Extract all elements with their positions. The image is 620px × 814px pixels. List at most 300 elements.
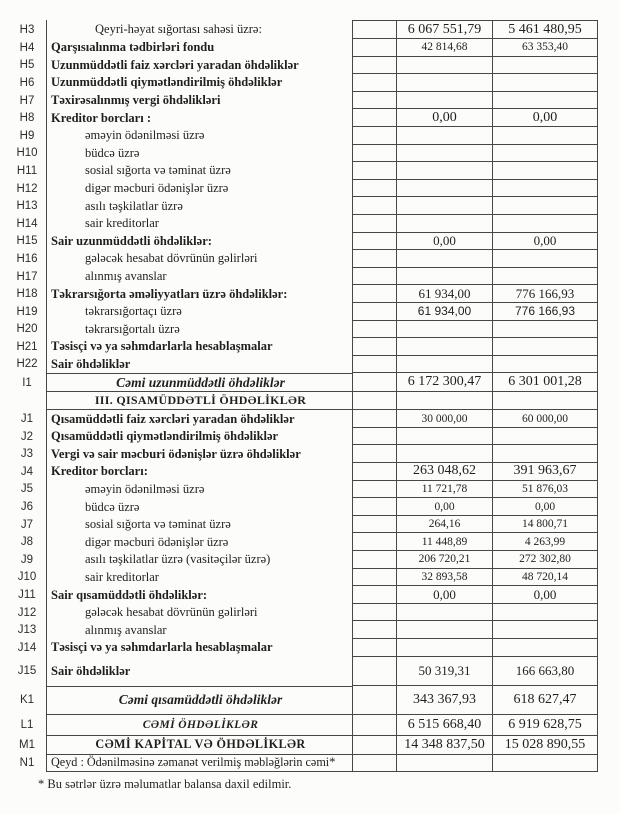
row-code-text: H22 [16, 358, 38, 371]
row-label [46, 303, 352, 321]
row-label [46, 57, 352, 75]
row-code [8, 303, 46, 321]
row-code-text: H4 [19, 41, 35, 54]
row-label [46, 20, 352, 39]
value-cell-current-period [396, 180, 492, 198]
row-code-text: H14 [16, 217, 38, 230]
row-code-text: J11 [18, 589, 36, 602]
value-cell-previous-period [492, 215, 598, 233]
row-code [8, 639, 46, 657]
row-label-text: Qeyd : Ödənilməsinə zəmanət verilmiş məbləğlərin cəmi* [51, 755, 336, 770]
row-label [46, 74, 352, 92]
row-code [8, 463, 46, 481]
row-label [46, 92, 352, 110]
value-cell-previous-period [492, 250, 598, 268]
table-row [8, 551, 598, 569]
row-code-text: H7 [19, 94, 35, 107]
value-current-text: 6 515 668,40 [407, 716, 482, 732]
value-current-text: 206 720,21 [418, 553, 471, 566]
row-code [8, 533, 46, 551]
value-cell-current-period [396, 285, 492, 303]
value-cell-current-period [396, 639, 492, 657]
row-code [8, 569, 46, 587]
row-label [46, 481, 352, 499]
row-code [8, 39, 46, 57]
value-current-text: 264,16 [428, 518, 461, 531]
row-code-text: H9 [19, 129, 35, 142]
value-cell-previous-period [492, 463, 598, 481]
table-row [8, 736, 598, 755]
row-code-text: H13 [16, 200, 38, 213]
value-previous-text: 48 720,14 [522, 570, 568, 583]
value-current-text: 11 721,78 [421, 482, 468, 495]
row-code-text: H5 [19, 59, 35, 72]
value-cell-current-period [396, 498, 492, 516]
table-row [8, 285, 598, 303]
row-label-text: asılı təşkilatlar üzrə [85, 198, 183, 213]
row-label-text: büdcə üzrə [85, 145, 140, 160]
row-code-text: L1 [20, 719, 34, 732]
row-label [46, 356, 352, 374]
blank-cell [352, 621, 396, 639]
blank-cell [352, 321, 396, 339]
row-code [8, 180, 46, 198]
row-label [46, 551, 352, 569]
row-label [46, 180, 352, 198]
table-row [8, 516, 598, 534]
row-label-text: III. QISAMÜDDƏTLİ ÖHDƏLİKLƏR [94, 393, 307, 408]
row-label [46, 127, 352, 145]
value-cell-previous-period [492, 604, 598, 622]
row-code [8, 657, 46, 686]
row-label [46, 621, 352, 639]
value-previous-text: 0,00 [533, 586, 557, 602]
value-previous-text: 391 963,67 [513, 463, 577, 479]
value-current-text: 6 172 300,47 [407, 374, 482, 390]
value-current-text: 263 048,62 [413, 463, 476, 479]
blank-cell [352, 250, 396, 268]
value-cell-previous-period [492, 686, 598, 715]
value-cell-previous-period [492, 639, 598, 657]
row-code-text: J14 [17, 641, 37, 654]
value-cell-current-period [396, 373, 492, 392]
row-label-text: Sair qısamüddətli öhdəliklər: [51, 587, 208, 602]
table-row [8, 445, 598, 463]
blank-cell [352, 145, 396, 163]
row-code-text: M1 [19, 739, 35, 752]
row-code-text: H3 [19, 23, 35, 36]
blank-cell [352, 109, 396, 127]
row-code [8, 481, 46, 499]
row-code-text: J12 [17, 606, 37, 619]
blank-cell [352, 569, 396, 587]
row-label-text: gələcək hesabat dövrünün gəlirləri [85, 605, 258, 620]
table-row [8, 356, 598, 374]
row-label-text: Kreditor borcları : [51, 110, 151, 125]
blank-cell [352, 428, 396, 446]
row-code-text: I1 [22, 376, 32, 389]
table-row [8, 92, 598, 110]
value-cell-previous-period [492, 516, 598, 534]
row-label-text: digər məcburi ödənişlər üzrə [85, 534, 229, 549]
row-label-text: Cəmi uzunmüddətli öhdəliklər [116, 374, 285, 390]
row-code-text: J7 [20, 518, 34, 531]
row-label [46, 715, 352, 736]
row-code-text: K1 [19, 694, 35, 707]
row-label [46, 639, 352, 657]
value-cell-current-period [396, 303, 492, 321]
footnote: * Bu sətrlər üzrə məlumatlar balansa daxil edilmir. [38, 776, 292, 791]
table-row [8, 215, 598, 233]
row-label [46, 109, 352, 127]
row-code [8, 162, 46, 180]
value-cell-previous-period [492, 197, 598, 215]
row-label [46, 145, 352, 163]
row-label-text: Sair öhdəliklər [51, 663, 131, 678]
row-label-text: alınmış avanslar [85, 622, 167, 637]
value-cell-previous-period [492, 736, 598, 755]
value-cell-current-period [396, 715, 492, 736]
blank-cell [352, 533, 396, 551]
row-label [46, 162, 352, 180]
row-code-text: J4 [20, 465, 34, 478]
value-cell-current-period [396, 392, 492, 410]
value-cell-previous-period [492, 268, 598, 286]
table-row [8, 57, 598, 75]
table-row [8, 639, 598, 657]
row-label-text: digər məcburi ödənişlər üzrə [85, 181, 229, 196]
value-cell-current-period [396, 215, 492, 233]
blank-cell [352, 215, 396, 233]
value-cell-previous-period [492, 127, 598, 145]
blank-cell [352, 715, 396, 736]
value-cell-previous-period [492, 285, 598, 303]
row-code [8, 356, 46, 374]
table-row [8, 197, 598, 215]
blank-cell [352, 657, 396, 686]
value-current-text: 30 000,00 [421, 412, 468, 425]
row-label [46, 321, 352, 339]
table-row [8, 39, 598, 57]
row-code-text: J8 [20, 536, 34, 549]
blank-cell [352, 604, 396, 622]
row-label-text: Təkrarsığorta əməliyyatları üzrə öhdəliklər: [51, 286, 288, 301]
value-current-text: 50 319,31 [418, 662, 471, 678]
value-previous-text: 0,00 [533, 232, 557, 248]
row-label-text: Uzunmüddətli qiymətləndirilmiş öhdəliklər [51, 75, 283, 90]
row-code [8, 268, 46, 286]
row-label-text: asılı təşkilatlar üzrə (vasitəçilər üzrə) [85, 552, 271, 567]
row-label [46, 533, 352, 551]
row-code [8, 215, 46, 233]
row-code-text: J3 [20, 448, 34, 461]
row-label [46, 657, 352, 686]
row-label-text: CƏMİ ÖHDƏLİKLƏR [142, 718, 259, 731]
blank-cell [352, 392, 396, 410]
row-label-text: Qarşısıalınma tədbirləri fondu [51, 40, 215, 55]
row-label [46, 498, 352, 516]
table-row [8, 755, 598, 772]
row-code [8, 516, 46, 534]
row-code [8, 145, 46, 163]
row-label [46, 586, 352, 604]
value-current-text: 32 893,58 [421, 570, 468, 583]
blank-cell [352, 356, 396, 374]
table-row [8, 410, 598, 428]
table-row [8, 657, 598, 686]
value-cell-current-period [396, 736, 492, 755]
value-previous-text: 63 353,40 [522, 41, 568, 54]
value-previous-text: 6 301 001,28 [508, 374, 582, 390]
value-cell-current-period [396, 551, 492, 569]
row-code-text: H19 [16, 305, 38, 318]
value-cell-current-period [396, 127, 492, 145]
table-row [8, 621, 598, 639]
row-label [46, 39, 352, 57]
value-cell-current-period [396, 268, 492, 286]
value-cell-previous-period [492, 445, 598, 463]
value-cell-previous-period [492, 715, 598, 736]
row-code [8, 410, 46, 428]
blank-cell [352, 92, 396, 110]
row-code-text: H15 [16, 235, 38, 248]
value-cell-current-period [396, 586, 492, 604]
row-code-text: H11 [16, 164, 38, 177]
value-cell-previous-period [492, 392, 598, 410]
row-label-text: Kreditor borcları: [51, 464, 148, 479]
value-previous-text: 272 302,80 [519, 553, 571, 566]
table-row [8, 233, 598, 251]
value-cell-current-period [396, 533, 492, 551]
value-cell-previous-period [492, 145, 598, 163]
row-label [46, 686, 352, 715]
blank-cell [352, 162, 396, 180]
value-cell-current-period [396, 162, 492, 180]
value-cell-previous-period [492, 586, 598, 604]
value-current-text: 0,00 [432, 109, 457, 125]
row-label-text: Uzunmüddətli faiz xərcləri yaradan öhdəliklər [51, 57, 299, 72]
table-row [8, 533, 598, 551]
value-cell-previous-period [492, 569, 598, 587]
blank-cell [352, 736, 396, 755]
row-code [8, 109, 46, 127]
value-cell-previous-period [492, 481, 598, 499]
row-code-text: H8 [19, 112, 35, 125]
value-cell-current-period [396, 145, 492, 163]
value-previous-text: 618 627,47 [513, 691, 577, 707]
table-row [8, 686, 598, 715]
row-label-text: büdcə üzrə [85, 499, 140, 514]
row-label-text: Cəmi qısamüddətli öhdəliklər [118, 692, 283, 708]
value-cell-previous-period [492, 109, 598, 127]
table-row [8, 74, 598, 92]
row-code-text: H10 [16, 147, 38, 160]
value-cell-previous-period [492, 755, 598, 772]
row-label [46, 285, 352, 303]
row-code-text: J2 [20, 430, 34, 443]
table-row [8, 127, 598, 145]
row-label-text: təkrarsığortalı üzrə [85, 321, 180, 336]
table-row [8, 303, 598, 321]
row-code-text: H18 [16, 288, 38, 301]
row-code [8, 197, 46, 215]
value-cell-current-period [396, 569, 492, 587]
value-current-text: 61 934,00 [417, 304, 472, 319]
table-row [8, 162, 598, 180]
blank-cell [352, 445, 396, 463]
row-label [46, 250, 352, 268]
row-code-text: H21 [16, 340, 38, 353]
value-cell-current-period [396, 250, 492, 268]
blank-cell [352, 481, 396, 499]
value-previous-text: 14 800,71 [522, 518, 568, 531]
row-label [46, 604, 352, 622]
row-label-text: Vergi və sair məcburi ödənişlər üzrə öhdəliklər [51, 446, 301, 461]
row-label [46, 338, 352, 356]
row-code [8, 755, 46, 772]
row-code-text: N1 [19, 757, 35, 770]
value-cell-current-period [396, 657, 492, 686]
row-code [8, 621, 46, 639]
table-row [8, 498, 598, 516]
value-previous-text: 166 663,80 [515, 662, 575, 678]
value-current-text: 6 067 551,79 [407, 21, 482, 37]
blank-cell [352, 127, 396, 145]
row-label-text: sair kreditorlar [85, 569, 159, 584]
row-code [8, 74, 46, 92]
row-label [46, 445, 352, 463]
blank-cell [352, 57, 396, 75]
blank-cell [352, 303, 396, 321]
value-cell-current-period [396, 481, 492, 499]
row-code [8, 715, 46, 736]
value-cell-current-period [396, 604, 492, 622]
value-cell-previous-period [492, 338, 598, 356]
value-cell-previous-period [492, 373, 598, 392]
value-cell-previous-period [492, 428, 598, 446]
row-code-text: H16 [16, 252, 38, 265]
value-cell-current-period [396, 463, 492, 481]
value-cell-previous-period [492, 57, 598, 75]
row-code [8, 392, 46, 410]
table-row [8, 481, 598, 499]
table-row [8, 338, 598, 356]
table-row [8, 604, 598, 622]
value-current-text: 0,00 [434, 500, 455, 513]
row-code-text: H20 [16, 323, 38, 336]
row-label-text: Qısamüddətli qiymətləndirilmiş öhdəliklər [51, 429, 279, 444]
row-label-text: alınmış avanslar [85, 269, 167, 284]
blank-cell [352, 74, 396, 92]
value-current-text: 0,00 [433, 232, 456, 248]
table-row [8, 586, 598, 604]
blank-cell [352, 551, 396, 569]
row-code [8, 57, 46, 75]
row-label [46, 569, 352, 587]
row-code [8, 498, 46, 516]
value-cell-current-period [396, 621, 492, 639]
value-cell-current-period [396, 233, 492, 251]
value-cell-previous-period [492, 303, 598, 321]
row-code-text: J10 [17, 571, 37, 584]
value-previous-text: 15 028 890,55 [504, 736, 586, 752]
value-cell-current-period [396, 428, 492, 446]
row-label [46, 392, 352, 410]
value-cell-current-period [396, 686, 492, 715]
value-cell-previous-period [492, 74, 598, 92]
value-previous-text: 60 000,00 [522, 412, 568, 425]
value-cell-current-period [396, 516, 492, 534]
row-code-text: H17 [16, 270, 38, 283]
row-label [46, 373, 352, 392]
row-code [8, 92, 46, 110]
value-previous-text: 0,00 [534, 500, 556, 513]
value-cell-current-period [396, 39, 492, 57]
row-code [8, 551, 46, 569]
table-row [8, 321, 598, 339]
row-code-text: J9 [20, 553, 34, 566]
row-label-text: sosial sığorta və təminat üzrə [85, 517, 231, 532]
value-cell-current-period [396, 20, 492, 39]
row-label-text: Sair öhdəliklər [51, 356, 131, 371]
blank-cell [352, 197, 396, 215]
row-label-text: Təsisçi və ya səhmdarlarla hesablaşmalar [51, 640, 273, 655]
value-current-text: 42 814,68 [421, 41, 468, 54]
row-label-text: sair kreditorlar [85, 216, 159, 231]
row-code [8, 604, 46, 622]
row-label [46, 736, 352, 755]
blank-cell [352, 586, 396, 604]
row-code-text: J13 [17, 624, 37, 637]
blank-cell [352, 39, 396, 57]
blank-cell [352, 463, 396, 481]
table-row [8, 268, 598, 286]
value-cell-previous-period [492, 233, 598, 251]
row-code [8, 285, 46, 303]
blank-cell [352, 755, 396, 772]
row-code [8, 250, 46, 268]
table-row [8, 463, 598, 481]
value-cell-previous-period [492, 39, 598, 57]
row-label-text: CƏMİ KAPİTAL VƏ ÖHDƏLİKLƏR [95, 737, 306, 752]
blank-cell [352, 686, 396, 715]
blank-cell [352, 373, 396, 392]
value-current-text: 61 934,00 [418, 285, 471, 301]
row-code [8, 428, 46, 446]
value-previous-text: 5 461 480,95 [508, 21, 582, 37]
row-label [46, 428, 352, 446]
value-cell-previous-period [492, 356, 598, 374]
row-code [8, 445, 46, 463]
value-cell-current-period [396, 74, 492, 92]
row-code [8, 586, 46, 604]
value-cell-current-period [396, 338, 492, 356]
row-code [8, 686, 46, 715]
blank-cell [352, 285, 396, 303]
row-label-text: əməyin ödənilməsi üzrə [85, 128, 205, 143]
value-previous-text: 776 166,93 [515, 285, 575, 301]
table-row [8, 392, 598, 410]
value-cell-previous-period [492, 498, 598, 516]
value-previous-text: 51 876,03 [522, 482, 568, 495]
row-label [46, 215, 352, 233]
value-cell-current-period [396, 356, 492, 374]
table-row [8, 373, 598, 392]
row-label-text: Təsisçi və ya səhmdarlarla hesablaşmalar [51, 339, 273, 354]
row-label [46, 268, 352, 286]
row-label-text: əməyin ödənilməsi üzrə [85, 481, 205, 496]
value-cell-previous-period [492, 162, 598, 180]
